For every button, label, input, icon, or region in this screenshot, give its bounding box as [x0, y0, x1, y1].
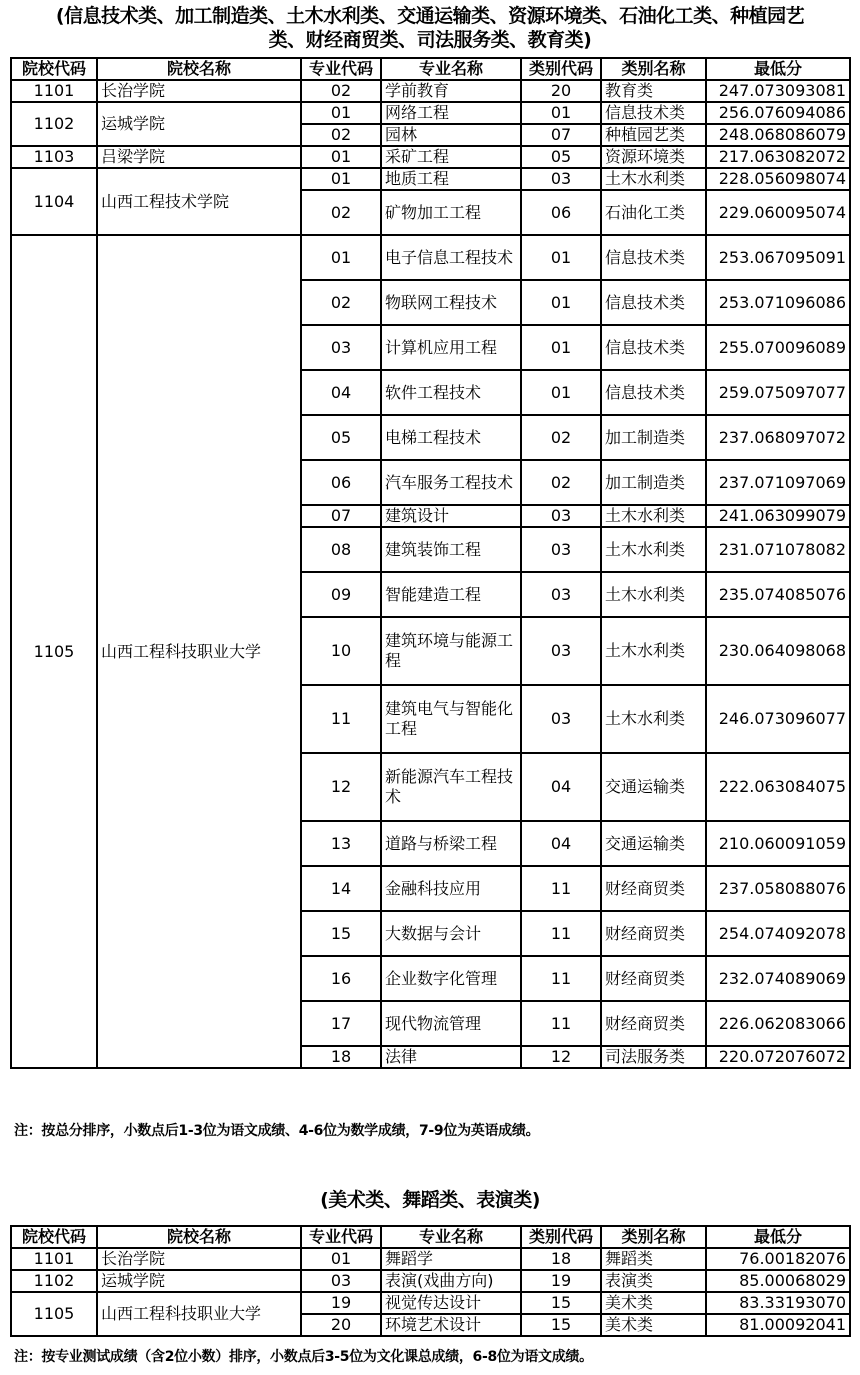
category-code-cell: 11: [521, 956, 601, 1001]
table-row: [11, 80, 850, 102]
category-code-cell: 03: [521, 527, 601, 572]
major-code-cell: 01: [301, 235, 381, 280]
header-major-code: 专业代码: [301, 1226, 381, 1248]
major-name-cell: 网络工程: [381, 102, 521, 124]
category-code-cell: 04: [521, 753, 601, 821]
major-code-cell: 13: [301, 821, 381, 866]
min-score-cell: 83.33193070: [706, 1292, 850, 1314]
major-name-cell: 矿物加工工程: [381, 190, 521, 235]
school-code-cell: 1102: [11, 102, 97, 146]
header-major-name: 专业名称: [381, 58, 521, 80]
category-code-cell: 12: [521, 1046, 601, 1068]
category-code-cell: 18: [521, 1248, 601, 1270]
major-name-cell: 企业数字化管理: [381, 956, 521, 1001]
major-name-cell: 建筑环境与能源工程: [381, 617, 521, 685]
header-min-score: 最低分: [706, 1226, 850, 1248]
major-code-cell: 02: [301, 124, 381, 146]
min-score-cell: 85.00068029: [706, 1270, 850, 1292]
category-name-cell: 交通运输类: [601, 753, 706, 821]
school-code-cell: 1101: [11, 80, 97, 102]
school-code-cell: 1103: [11, 146, 97, 168]
major-code-cell: 20: [301, 1314, 381, 1336]
table1-title-line2: 类、财经商贸类、司法服务类、教育类): [268, 29, 592, 51]
category-name-cell: 土木水利类: [601, 168, 706, 190]
category-code-cell: 02: [521, 460, 601, 505]
major-code-cell: 14: [301, 866, 381, 911]
school-name-cell: 山西工程科技职业大学: [97, 1292, 301, 1336]
table-header-row: [11, 58, 850, 80]
major-name-cell: 软件工程技术: [381, 370, 521, 415]
category-code-cell: 01: [521, 235, 601, 280]
major-code-cell: 08: [301, 527, 381, 572]
major-code-cell: 15: [301, 911, 381, 956]
category-name-cell: 信息技术类: [601, 280, 706, 325]
major-name-cell: 地质工程: [381, 168, 521, 190]
major-code-cell: 09: [301, 572, 381, 617]
category-name-cell: 信息技术类: [601, 325, 706, 370]
category-name-cell: 财经商贸类: [601, 956, 706, 1001]
major-code-cell: 02: [301, 190, 381, 235]
header-major-name: 专业名称: [381, 1226, 521, 1248]
category-name-cell: 加工制造类: [601, 415, 706, 460]
min-score-cell: 76.00182076: [706, 1248, 850, 1270]
category-code-cell: 15: [521, 1292, 601, 1314]
major-code-cell: 03: [301, 1270, 381, 1292]
category-code-cell: 05: [521, 146, 601, 168]
min-score-cell: 247.073093081: [706, 80, 850, 102]
major-name-cell: 智能建造工程: [381, 572, 521, 617]
major-name-cell: 视觉传达设计: [381, 1292, 521, 1314]
min-score-cell: 81.00092041: [706, 1314, 850, 1336]
major-name-cell: 新能源汽车工程技术: [381, 753, 521, 821]
category-code-cell: 03: [521, 505, 601, 527]
major-code-cell: 01: [301, 168, 381, 190]
school-name-cell: 山西工程技术学院: [97, 168, 301, 235]
major-code-cell: 17: [301, 1001, 381, 1046]
category-code-cell: 03: [521, 685, 601, 753]
major-name-cell: 道路与桥梁工程: [381, 821, 521, 866]
major-name-cell: 园林: [381, 124, 521, 146]
header-major-code: 专业代码: [301, 58, 381, 80]
major-code-cell: 11: [301, 685, 381, 753]
category-name-cell: 资源环境类: [601, 146, 706, 168]
school-code-cell: 1105: [11, 1292, 97, 1336]
school-code-cell: 1105: [11, 235, 97, 1068]
major-name-cell: 大数据与会计: [381, 911, 521, 956]
min-score-cell: 229.060095074: [706, 190, 850, 235]
category-name-cell: 司法服务类: [601, 1046, 706, 1068]
table-row: [11, 1248, 850, 1270]
major-code-cell: 06: [301, 460, 381, 505]
category-code-cell: 01: [521, 280, 601, 325]
header-school-code: 院校代码: [11, 58, 97, 80]
header-school-code: 院校代码: [11, 1226, 97, 1248]
header-school-name: 院校名称: [97, 1226, 301, 1248]
min-score-cell: 255.070096089: [706, 325, 850, 370]
admission-score-table-general: [10, 57, 851, 1069]
major-name-cell: 计算机应用工程: [381, 325, 521, 370]
school-name-cell: 吕梁学院: [97, 146, 301, 168]
table2-title: (美术类、舞蹈类、表演类): [320, 1189, 540, 1211]
table1-title: [0, 4, 860, 52]
category-name-cell: 土木水利类: [601, 505, 706, 527]
major-code-cell: 02: [301, 280, 381, 325]
min-score-cell: 222.063084075: [706, 753, 850, 821]
category-name-cell: 财经商贸类: [601, 911, 706, 956]
min-score-cell: 237.068097072: [706, 415, 850, 460]
table-row: [11, 1292, 850, 1314]
category-name-cell: 财经商贸类: [601, 866, 706, 911]
major-code-cell: 05: [301, 415, 381, 460]
category-code-cell: 03: [521, 617, 601, 685]
min-score-cell: 231.071078082: [706, 527, 850, 572]
table1-note: 注：按总分排序，小数点后1-3位为语文成绩、4-6位为数学成绩，7-9位为英语成绩。: [14, 1123, 540, 1139]
category-name-cell: 表演类: [601, 1270, 706, 1292]
category-name-cell: 石油化工类: [601, 190, 706, 235]
category-code-cell: 07: [521, 124, 601, 146]
major-name-cell: 物联网工程技术: [381, 280, 521, 325]
min-score-cell: 235.074085076: [706, 572, 850, 617]
school-name-cell: 运城学院: [97, 102, 301, 146]
category-name-cell: 土木水利类: [601, 685, 706, 753]
header-school-name: 院校名称: [97, 58, 301, 80]
category-name-cell: 信息技术类: [601, 370, 706, 415]
category-name-cell: 美术类: [601, 1314, 706, 1336]
category-code-cell: 15: [521, 1314, 601, 1336]
major-name-cell: 建筑设计: [381, 505, 521, 527]
table-row: [11, 102, 850, 124]
category-name-cell: 种植园艺类: [601, 124, 706, 146]
major-name-cell: 建筑电气与智能化工程: [381, 685, 521, 753]
major-name-cell: 汽车服务工程技术: [381, 460, 521, 505]
min-score-cell: 246.073096077: [706, 685, 850, 753]
major-name-cell: 环境艺术设计: [381, 1314, 521, 1336]
school-code-cell: 1101: [11, 1248, 97, 1270]
major-code-cell: 03: [301, 325, 381, 370]
major-name-cell: 电梯工程技术: [381, 415, 521, 460]
category-name-cell: 信息技术类: [601, 102, 706, 124]
category-code-cell: 03: [521, 168, 601, 190]
category-code-cell: 03: [521, 572, 601, 617]
major-name-cell: 采矿工程: [381, 146, 521, 168]
category-name-cell: 舞蹈类: [601, 1248, 706, 1270]
min-score-cell: 256.076094086: [706, 102, 850, 124]
category-code-cell: 06: [521, 190, 601, 235]
major-name-cell: 学前教育: [381, 80, 521, 102]
table-row: [11, 1270, 850, 1292]
min-score-cell: 248.068086079: [706, 124, 850, 146]
header-category-name: 类别名称: [601, 1226, 706, 1248]
header-category-code: 类别代码: [521, 1226, 601, 1248]
major-name-cell: 现代物流管理: [381, 1001, 521, 1046]
min-score-cell: 226.062083066: [706, 1001, 850, 1046]
major-code-cell: 01: [301, 146, 381, 168]
min-score-cell: 253.067095091: [706, 235, 850, 280]
school-name-cell: 长治学院: [97, 80, 301, 102]
major-code-cell: 12: [301, 753, 381, 821]
category-code-cell: 11: [521, 1001, 601, 1046]
category-name-cell: 交通运输类: [601, 821, 706, 866]
header-category-code: 类别代码: [521, 58, 601, 80]
school-name-cell: 运城学院: [97, 1270, 301, 1292]
school-name-cell: 长治学院: [97, 1248, 301, 1270]
major-code-cell: 02: [301, 80, 381, 102]
school-name-cell: 山西工程科技职业大学: [97, 235, 301, 1068]
major-code-cell: 01: [301, 102, 381, 124]
category-code-cell: 11: [521, 911, 601, 956]
category-code-cell: 01: [521, 102, 601, 124]
major-name-cell: 金融科技应用: [381, 866, 521, 911]
category-code-cell: 19: [521, 1270, 601, 1292]
category-name-cell: 土木水利类: [601, 617, 706, 685]
school-code-cell: 1104: [11, 168, 97, 235]
category-name-cell: 土木水利类: [601, 527, 706, 572]
min-score-cell: 220.072076072: [706, 1046, 850, 1068]
school-code-cell: 1102: [11, 1270, 97, 1292]
table2-note: 注：按专业测试成绩（含2位小数）排序，小数点后3-5位为文化课总成绩，6-8位为语文成绩。: [14, 1349, 593, 1365]
category-code-cell: 01: [521, 325, 601, 370]
table-row: [11, 168, 850, 190]
major-name-cell: 电子信息工程技术: [381, 235, 521, 280]
category-name-cell: 美术类: [601, 1292, 706, 1314]
major-code-cell: 04: [301, 370, 381, 415]
table-row: [11, 235, 850, 280]
category-code-cell: 11: [521, 866, 601, 911]
major-code-cell: 07: [301, 505, 381, 527]
min-score-cell: 228.056098074: [706, 168, 850, 190]
min-score-cell: 254.074092078: [706, 911, 850, 956]
category-name-cell: 加工制造类: [601, 460, 706, 505]
min-score-cell: 237.058088076: [706, 866, 850, 911]
table-header-row: [11, 1226, 850, 1248]
category-name-cell: 财经商贸类: [601, 1001, 706, 1046]
category-code-cell: 01: [521, 370, 601, 415]
min-score-cell: 259.075097077: [706, 370, 850, 415]
min-score-cell: 210.060091059: [706, 821, 850, 866]
major-code-cell: 19: [301, 1292, 381, 1314]
major-code-cell: 01: [301, 1248, 381, 1270]
min-score-cell: 232.074089069: [706, 956, 850, 1001]
category-code-cell: 02: [521, 415, 601, 460]
category-code-cell: 04: [521, 821, 601, 866]
major-name-cell: 法律: [381, 1046, 521, 1068]
major-name-cell: 舞蹈学: [381, 1248, 521, 1270]
major-name-cell: 建筑装饰工程: [381, 527, 521, 572]
category-name-cell: 教育类: [601, 80, 706, 102]
min-score-cell: 241.063099079: [706, 505, 850, 527]
min-score-cell: 230.064098068: [706, 617, 850, 685]
category-code-cell: 20: [521, 80, 601, 102]
major-code-cell: 18: [301, 1046, 381, 1068]
category-name-cell: 土木水利类: [601, 572, 706, 617]
min-score-cell: 217.063082072: [706, 146, 850, 168]
major-code-cell: 16: [301, 956, 381, 1001]
major-name-cell: 表演(戏曲方向): [381, 1270, 521, 1292]
major-code-cell: 10: [301, 617, 381, 685]
table-row: [11, 146, 850, 168]
table1-title-line1: (信息技术类、加工制造类、土木水利类、交通运输类、资源环境类、石油化工类、种植园艺: [55, 5, 805, 27]
header-min-score: 最低分: [706, 58, 850, 80]
category-name-cell: 信息技术类: [601, 235, 706, 280]
min-score-cell: 237.071097069: [706, 460, 850, 505]
admission-score-table-arts: [10, 1225, 851, 1337]
header-category-name: 类别名称: [601, 58, 706, 80]
min-score-cell: 253.071096086: [706, 280, 850, 325]
